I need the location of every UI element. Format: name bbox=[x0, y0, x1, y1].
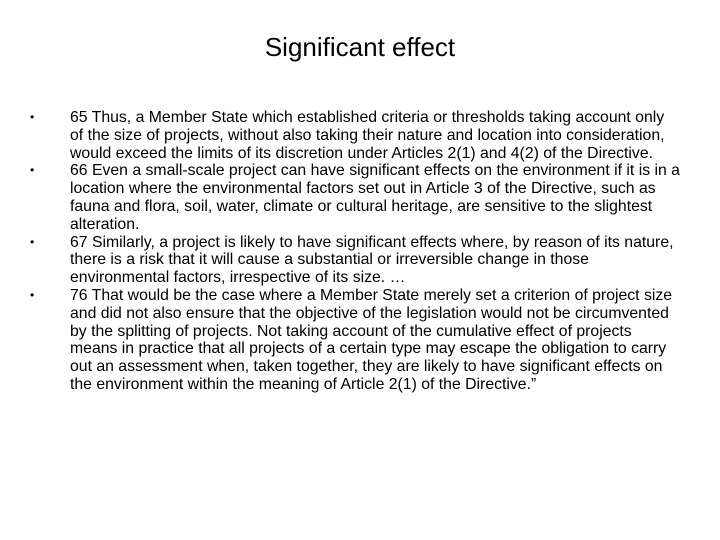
bullet-icon: • bbox=[30, 163, 35, 178]
bullet-text: 66 Even a small-scale project can have significant effects on the environment if it is in a location where the environmental factors set out in Article 3 of the Directive, such as fauna and flora, soil, water, climate or cultural heritage, are sensitive to the slightest alteration. bbox=[70, 162, 680, 233]
bullet-text: 67 Similarly, a project is likely to have significant effects where, by reason of its nature, there is a risk that it will cause a substantial or irreversible change in those environmental factors, irrespective of its size. … bbox=[70, 233, 674, 287]
slide-title: Significant effect bbox=[264, 32, 456, 62]
bullet-text: 76 That would be the case where a Member State merely set a criterion of project size and did not also ensure that the objective of the legislation would not be circumvented by the splitting of projects. Not taking account of the cumulative effect of projects means in practice that all projects of a certain type may escape the obligation to carry out an assessment when, taken together, they are likely to have significant effects on the environment within the meaning of Article 2(1) of the Directive.” bbox=[70, 286, 673, 393]
bullet-icon: • bbox=[30, 287, 35, 302]
bullet-icon: • bbox=[30, 110, 35, 124]
list-item bbox=[30, 109, 680, 162]
list-item bbox=[30, 234, 680, 287]
list-item bbox=[30, 287, 680, 394]
bullet-icon: • bbox=[30, 234, 35, 249]
list-item bbox=[30, 162, 680, 233]
bullet-list bbox=[30, 109, 680, 394]
bullet-text: 65 Thus, a Member State which established criteria or thresholds taking account only of the size of projects, without also taking their nature and location into consideration, would exceed the limits of its discretion under Articles 2(1) and 4(2) of the Directive. bbox=[70, 109, 665, 162]
